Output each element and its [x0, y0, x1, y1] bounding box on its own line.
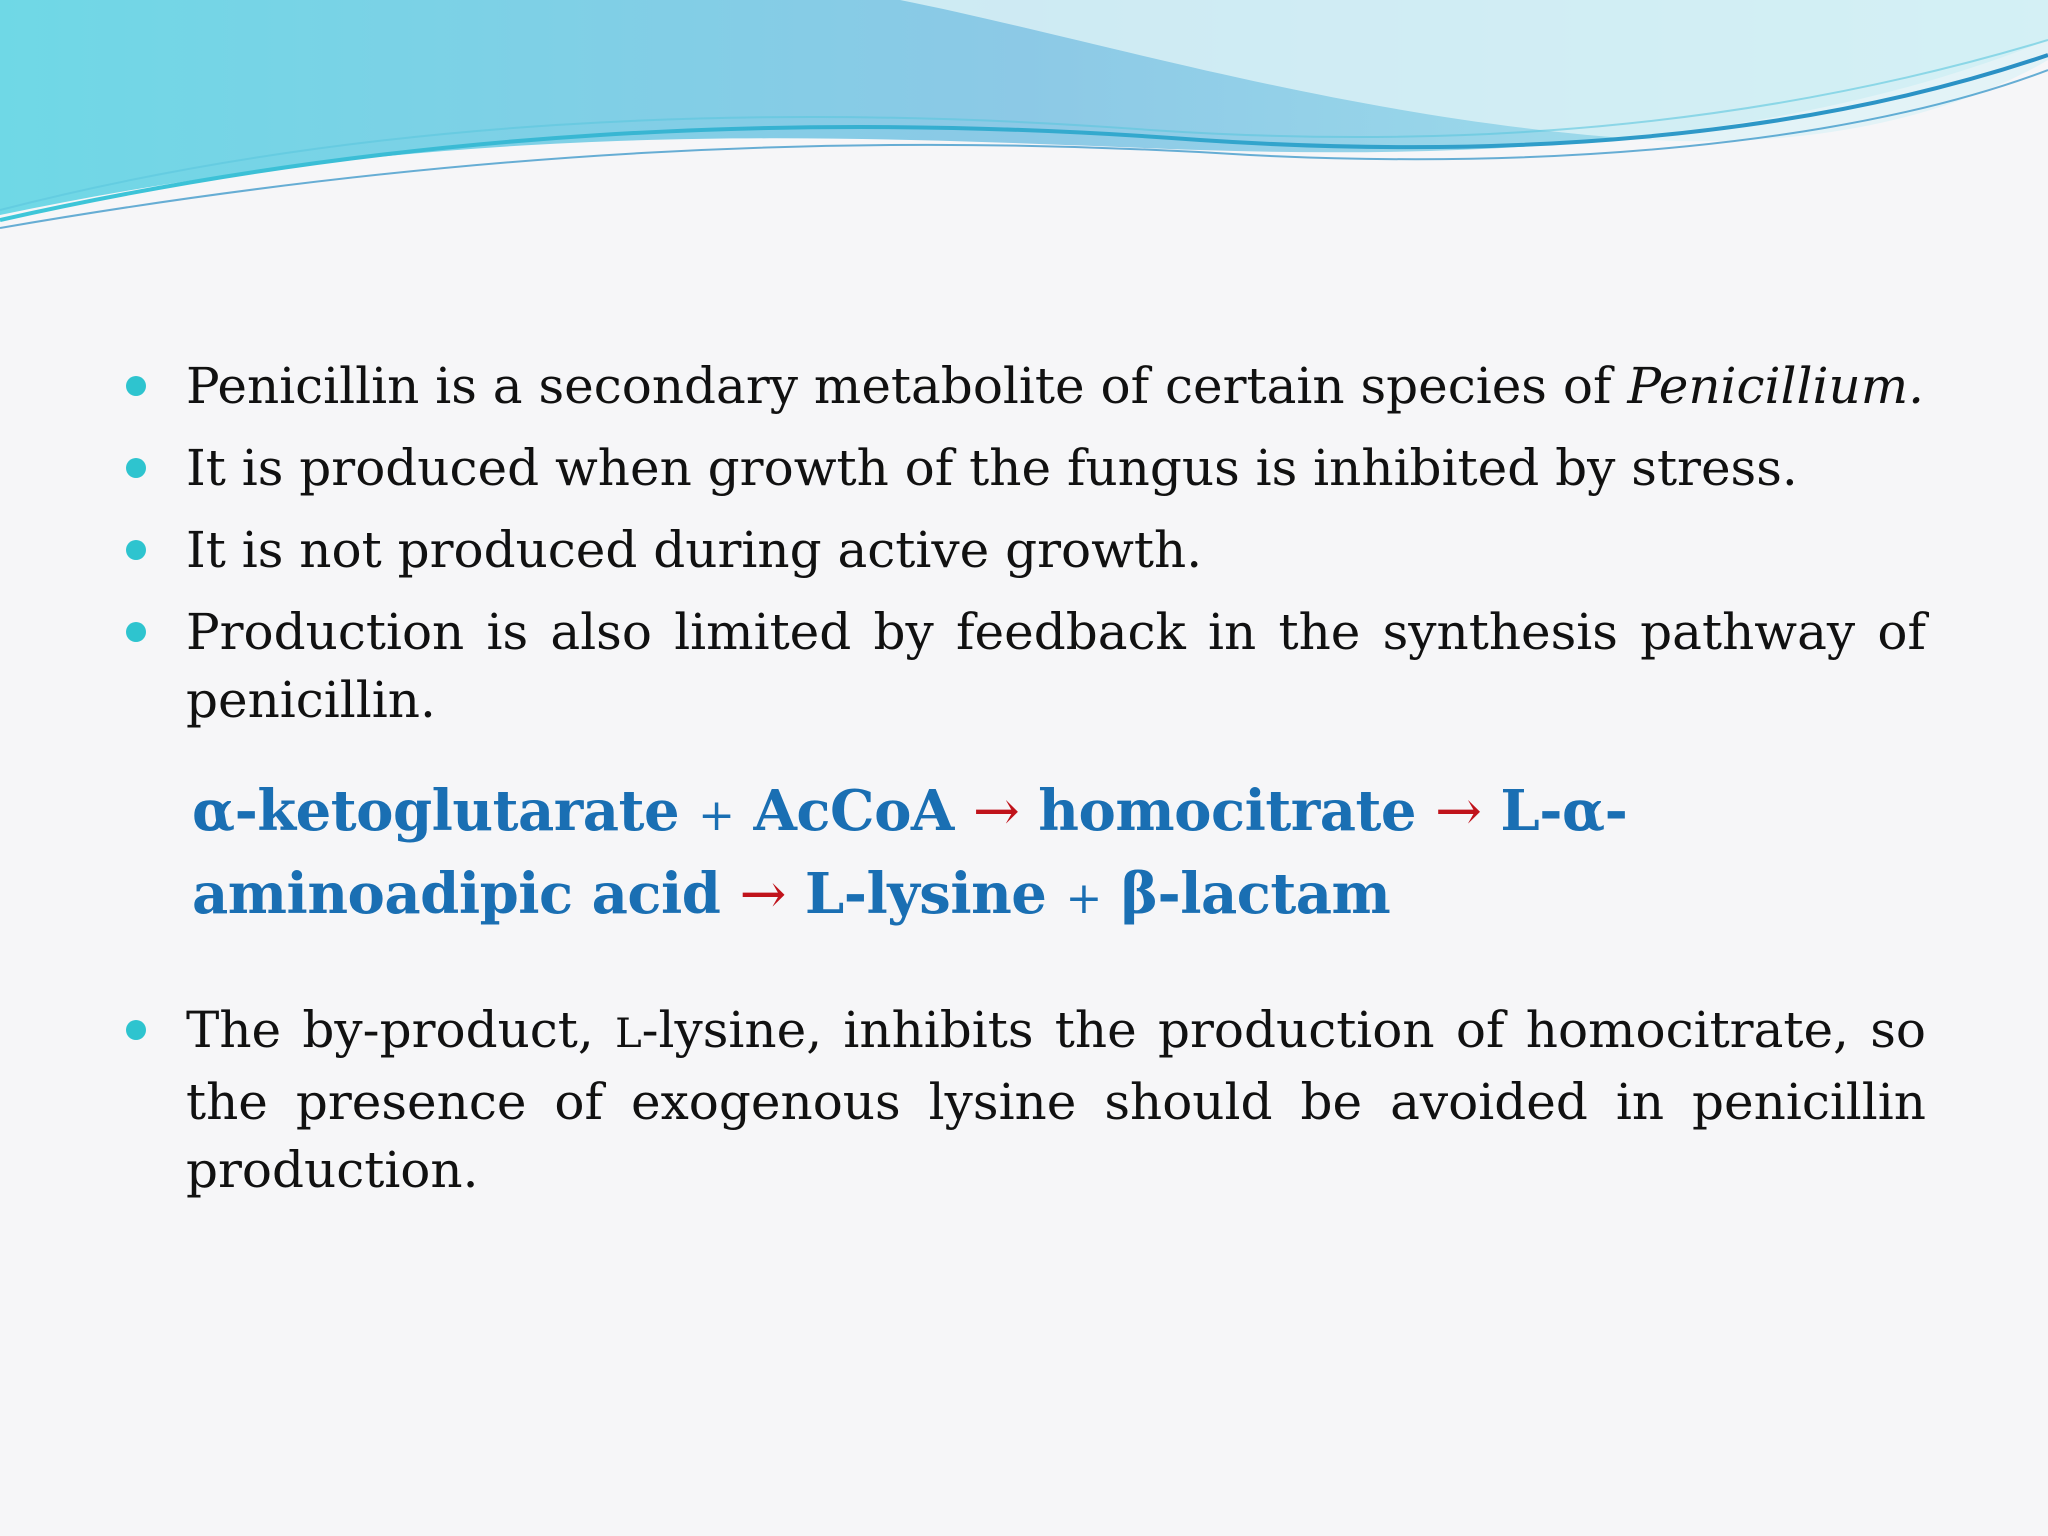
bullet-item-5 — [186, 996, 1926, 1204]
pathway-plus: + — [698, 790, 735, 841]
bullet-item-3 — [186, 516, 1926, 584]
bullet-text: It is not produced during active growth. — [186, 521, 1203, 579]
bullet-text-part1: The by-product, — [186, 1001, 616, 1059]
bullet-text: It is produced when growth of the fungus is inhibited by stress. — [186, 439, 1798, 497]
bullet-item-4 — [186, 598, 1926, 734]
bullet-item-2 — [186, 434, 1926, 502]
pathway-item-homocitrate: homocitrate — [1038, 778, 1416, 844]
pathway-item-l-lysine: L-lysine — [804, 861, 1047, 927]
bullet-dot-icon — [126, 540, 146, 560]
pathway-arrow-icon: → — [1435, 779, 1482, 844]
pathway-arrow-icon: → — [739, 862, 786, 927]
bullet-text: Production is also limited by feedback in the synthesis pathway of penicillin. — [186, 603, 1926, 729]
pathway-item-aminoadipic-acid: L-α-aminoadipic acid — [192, 778, 1628, 927]
bullet-dot-icon — [126, 1020, 146, 1040]
bullet-italic-text: Penicillium. — [1627, 357, 1925, 415]
pathway-item-alpha-ketoglutarate: α-ketoglutarate — [192, 778, 680, 844]
bullet-item-1 — [186, 352, 1926, 420]
bullet-dot-icon — [126, 458, 146, 478]
pathway-item-accoa: AcCoA — [753, 778, 954, 844]
pathway-item-beta-lactam: β-lactam — [1120, 861, 1391, 927]
biosynthesis-pathway — [192, 772, 1972, 938]
bullet-dot-icon — [126, 622, 146, 642]
bullet-smallcap-l: L — [615, 1011, 642, 1057]
pathway-plus: + — [1065, 873, 1102, 924]
pathway-arrow-icon: → — [972, 779, 1020, 844]
bullet-dot-icon — [126, 376, 146, 396]
bullet-text: Penicillin is a secondary metabolite of certain species of — [186, 357, 1628, 415]
bullet-text-part2: -lysine, inhibits the production of homocitrate, so the presence of exogenous lysine should be avoided in penicillin production. — [186, 1001, 1926, 1199]
